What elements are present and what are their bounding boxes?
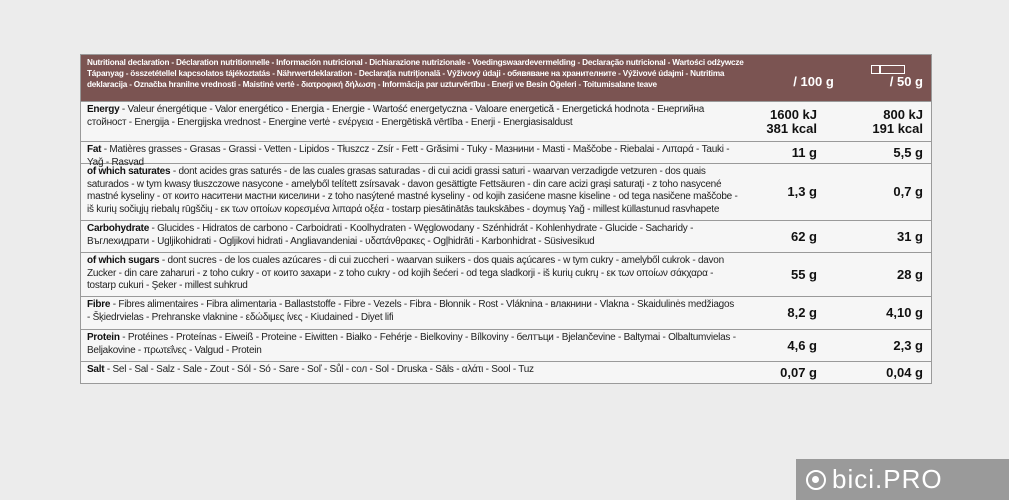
value-per-100g: 55 g (790, 266, 817, 282)
table-row-fibre (81, 296, 931, 329)
row-description (81, 253, 744, 296)
table-row-energy (81, 101, 931, 141)
value-per-50g: 5,5 g (893, 144, 923, 160)
row-name: Fibre (87, 299, 111, 310)
per-50g-header (842, 55, 931, 101)
value-per-100g: 1,3 g (787, 184, 817, 199)
row-translations: - Fibres alimentaires - Fibra alimentaria - Ballaststoffe - Fibre - Vezels - Fibra - Błonnik - Rost - Vláknina - влакнини - Vlakna - Skaidulinės medžiagos - Šķiedrvielas - Prehranske vlaknine - εδώδιμες ίνες - Kiudained - Diyet lifi (87, 299, 735, 323)
value-per-100g: 4,6 g (787, 337, 817, 353)
per-100g-header: / 100 g (793, 74, 834, 89)
row-description (81, 330, 744, 361)
table-row-sugars (81, 252, 931, 296)
table-row-fat (81, 141, 931, 168)
declaration-line: deklaracija - Označba hranilne vrednosti - Maistinė vertė - διατροφική δήλωση - Informācija par uzturvērtību - Enerji ve Besin Öğeleri - Toitumisalane teave (87, 79, 657, 89)
value-per-100g: 1600 kJ 381 kcal (766, 106, 817, 136)
declaration-header (81, 55, 750, 101)
value-per-50g: 2,3 g (893, 337, 923, 353)
row-translations: - Matières grasses - Grasas - Grassi - Vetten - Lipidos - Tłuszcz - Zsír - Fett - Grăsimi - Tuky - Мазнини - Masti - Maščobe - Riebalai - Λιπαρά - Tauki - Yağ - Rasvad (87, 144, 730, 168)
value-per-50g: 4,10 g (886, 305, 923, 320)
value-per-100g: 62 g (790, 228, 817, 244)
logo-text: bici.PRO (832, 464, 943, 494)
row-name: Energy (87, 104, 120, 115)
row-translations: - Sel - Sal - Salz - Sale - Zout - Sól - Só - Sare - Soľ - Sůl - сол - Sol - Druska - Sāls - αλάτι - Sool - Tuz (104, 364, 534, 375)
table-row-salt (81, 361, 931, 383)
row-description (81, 221, 744, 252)
declaration-line: Nutritional declaration - Déclaration nutritionnelle - Información nutricional - Dichiarazione nutrizionale - Voedingswaardevermelding - Declaração nutricional - Wartości odżywcze (87, 58, 744, 67)
value-per-100g: 8,2 g (787, 305, 817, 320)
value-per-50g: 31 g (896, 228, 923, 244)
row-description (81, 102, 744, 141)
row-name: Protein (87, 332, 120, 343)
value-per-100g: 11 g (791, 144, 817, 160)
row-translations: - Valeur énergétique - Valor energético - Energia - Energie - Wartość energetyczna - Valoare energetică - Energetická hodnota - Енергийна стойност - Energija - Energijska vrednost - Energine vertė - ενέργεια - Energētiskā vērtība - Enerji - Energiasisaldust (87, 104, 705, 128)
row-name: of which saturates (87, 166, 171, 177)
nutrition-table (80, 54, 932, 384)
watermark-logo (796, 459, 1009, 500)
row-translations: - dont sucres - de los cuales azúcares - di cui zuccheri - waarvan suikers - dos quais açúcares - w tym cukry - amelyből cukrok - davon Zucker - din care zaharuri - z toho cukry - от които захари - z toho cukry - od kojih šećeri - od tega sladkorji - iš kurių cukrų - εκ των οποίων σάκχαρα - tostarp cukuri - Şeker - millest suhkrud (87, 255, 724, 291)
value-per-100g: 0,07 g (780, 364, 817, 380)
declaration-line: Tápanyag - összetétellel kapcsolatos tájékoztatás - Nährwertdeklaration - Declaraţia nutriţională - Výživový údaji - обявяване на хранителните - Výživové údajmi - Nutritima (87, 68, 725, 78)
row-name: Carbohydrate (87, 223, 150, 234)
row-description (81, 362, 744, 383)
bike-icon (806, 470, 826, 490)
table-row-protein (81, 329, 931, 361)
bar-icon (871, 65, 905, 74)
row-translations: - dont acides gras saturés - de las cuales grasas saturadas - di cui acidi grassi saturi - waarvan verzadigde vetzuren - dos quais saturados - w tym kwasy tłuszczowe nasycone - amelyből telített zsírsavak - davon gesättigte Fettsäuren - din care acizi grași saturați - z toho nasycené mastné kyseliny - от които наситени мастни киселини - z toho nasýtené mastné kyseliny - od kojih zasićene masne kiseline - od tega nasičene maščobe - iš kurių sočiųjų riebalų rūgščių - εκ των οποίων κορεσμένα λιπαρά οξέα - tostarp piesātinātās taukskābes - doymuş Yağ - millest küllastunud rasvhapete (87, 166, 738, 215)
value-per-50g: 0,04 g (886, 364, 923, 380)
per-50g-label: / 50 g (889, 74, 923, 89)
value-per-50g: 800 kJ 191 kcal (872, 106, 923, 136)
row-translations: - Protéines - Proteínas - Eiweiß - Proteine - Eiwitten - Białko - Fehérje - Bielkoviny - Bílkoviny - белтъци - Bjelančevine - Baltymai - Olbaltumvielas - Beljakovine - πρωτεΐνες - Valgud - Protein (87, 332, 736, 356)
value-per-50g: 0,7 g (893, 184, 923, 199)
row-description (81, 142, 744, 168)
value-per-50g: 28 g (896, 266, 923, 282)
table-header (81, 55, 931, 101)
row-translations: - Glucides - Hidratos de carbono - Carboidrati - Koolhydraten - Węglowodany - Szénhidrát - Kohlenhydrate - Glucide - Sacharidy - Въглехидрати - Ugljikohidrati - Ogljikovi hidrati - Angliavandeniai - υδατάνθρακες - Ogļhidrāti - Karbonhidrat - Süsivesikud (87, 223, 694, 247)
table-row-saturates (81, 163, 931, 220)
row-description (81, 297, 744, 329)
table-row-carbohydrate (81, 220, 931, 252)
row-name: of which sugars (87, 255, 160, 266)
row-name: Salt (87, 364, 105, 375)
row-name: Fat (87, 144, 102, 155)
row-description (81, 164, 744, 220)
